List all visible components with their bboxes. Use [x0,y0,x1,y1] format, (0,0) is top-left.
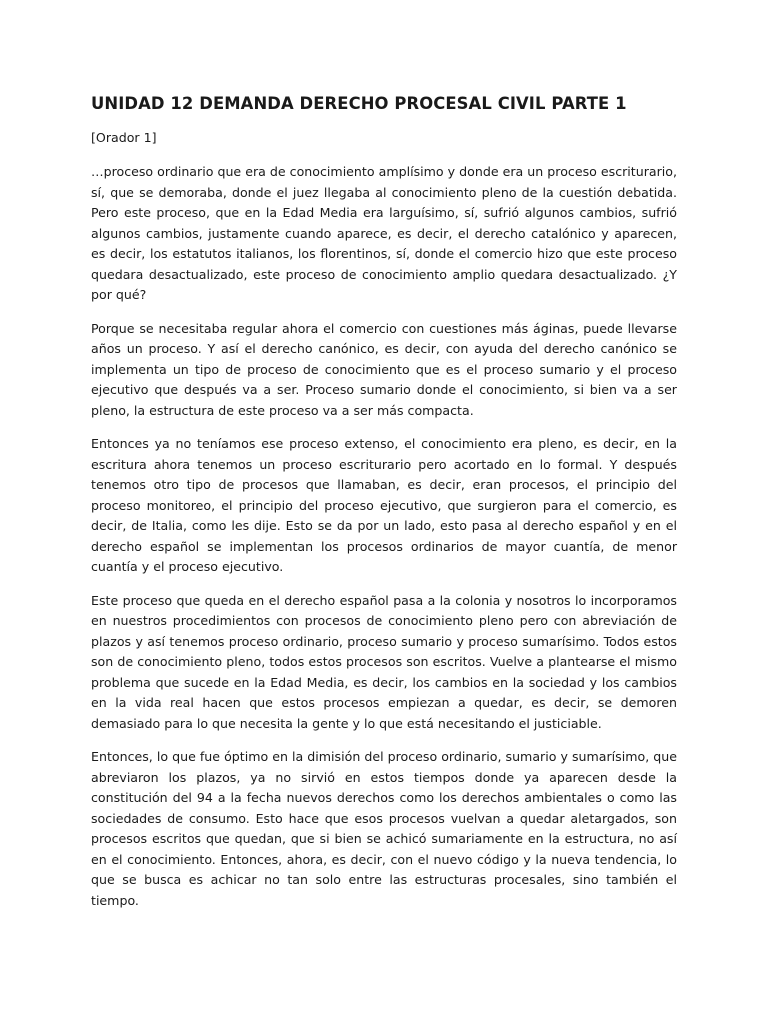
speaker-label: [Orador 1] [91,130,157,145]
document-title: UNIDAD 12 DEMANDA DERECHO PROCESAL CIVIL PARTE 1 [91,94,627,113]
paragraph-3: Entonces ya no teníamos ese proceso extenso, el conocimiento era pleno, es decir, en la escritura ahora tenemos un proceso escriturario pero acortado en lo formal. Y después tenemos otro tipo de procesos que llamaban, es decir, eran procesos, el principio del proceso monitoreo, el principio del proceso ejecutivo, que surgieron para el comercio, es decir, de Italia, como les dije. Esto se da por un lado, esto pasa al derecho español y en el derecho español se implementan los procesos ordinarios de mayor cuantía, de menor cuantía y el proceso ejecutivo. [91,436,677,574]
document-page [91,92,677,924]
paragraph-5: Entonces, lo que fue óptimo en la dimisión del proceso ordinario, sumario y sumarísimo, que abreviaron los plazos, ya no sirvió en estos tiempos donde ya aparecen desde la constitución del 94 a la fecha nuevos derechos como los derechos ambientales o como las sociedades de consumo. Esto hace que esos procesos vuelvan a quedar aletargados, son procesos escritos que quedan, que si bien se achicó sumariamente en la estructura, no así en el conocimiento. Entonces, ahora, es decir, con el nuevo código y la nueva tendencia, lo que se busca es achicar no tan solo entre las estructuras procesales, sino también el tiempo. [91,749,677,908]
paragraph-1: …proceso ordinario que era de conocimiento amplísimo y donde era un proceso escriturario, sí, que se demoraba, donde el juez llegaba al conocimiento pleno de la cuestión debatida. Pero este proceso, que en la Edad Media era larguísimo, sí, sufrió algunos cambios, sufrió algunos cambios, justamente cuando aparece, es decir, el derecho catalónico y aparecen, es decir, los estatutos italianos, los florentinos, sí, donde el comercio hizo que este proceso quedara desactualizado, este proceso de conocimiento amplio quedara desactualizado. ¿Y por qué? [91,164,677,302]
paragraph-4: Este proceso que queda en el derecho español pasa a la colonia y nosotros lo incorporamos en nuestros procedimientos con procesos de conocimiento pleno pero con abreviación de plazos y así tenemos proceso ordinario, proceso sumario y proceso sumarísimo. Todos estos son de conocimiento pleno, todos estos procesos son escritos. Vuelve a plantearse el mismo problema que sucede en la Edad Media, es decir, los cambios en la sociedad y los cambios en la vida real hacen que estos procesos empiezan a quedar, es decir, se demoren demasiado para lo que necesita la gente y lo que está necesitando el justiciable. [91,592,677,731]
paragraph-2: Porque se necesitaba regular ahora el comercio con cuestiones más áginas, puede llevarse años un proceso. Y así el derecho canónico, es decir, con ayuda del derecho canónico se implementa un tipo de proceso de conocimiento que es el proceso sumario y el proceso ejecutivo que después va a ser. Proceso sumario donde el conocimiento, si bien va a ser pleno, la estructura de este proceso va a ser más compacta. [91,320,677,418]
